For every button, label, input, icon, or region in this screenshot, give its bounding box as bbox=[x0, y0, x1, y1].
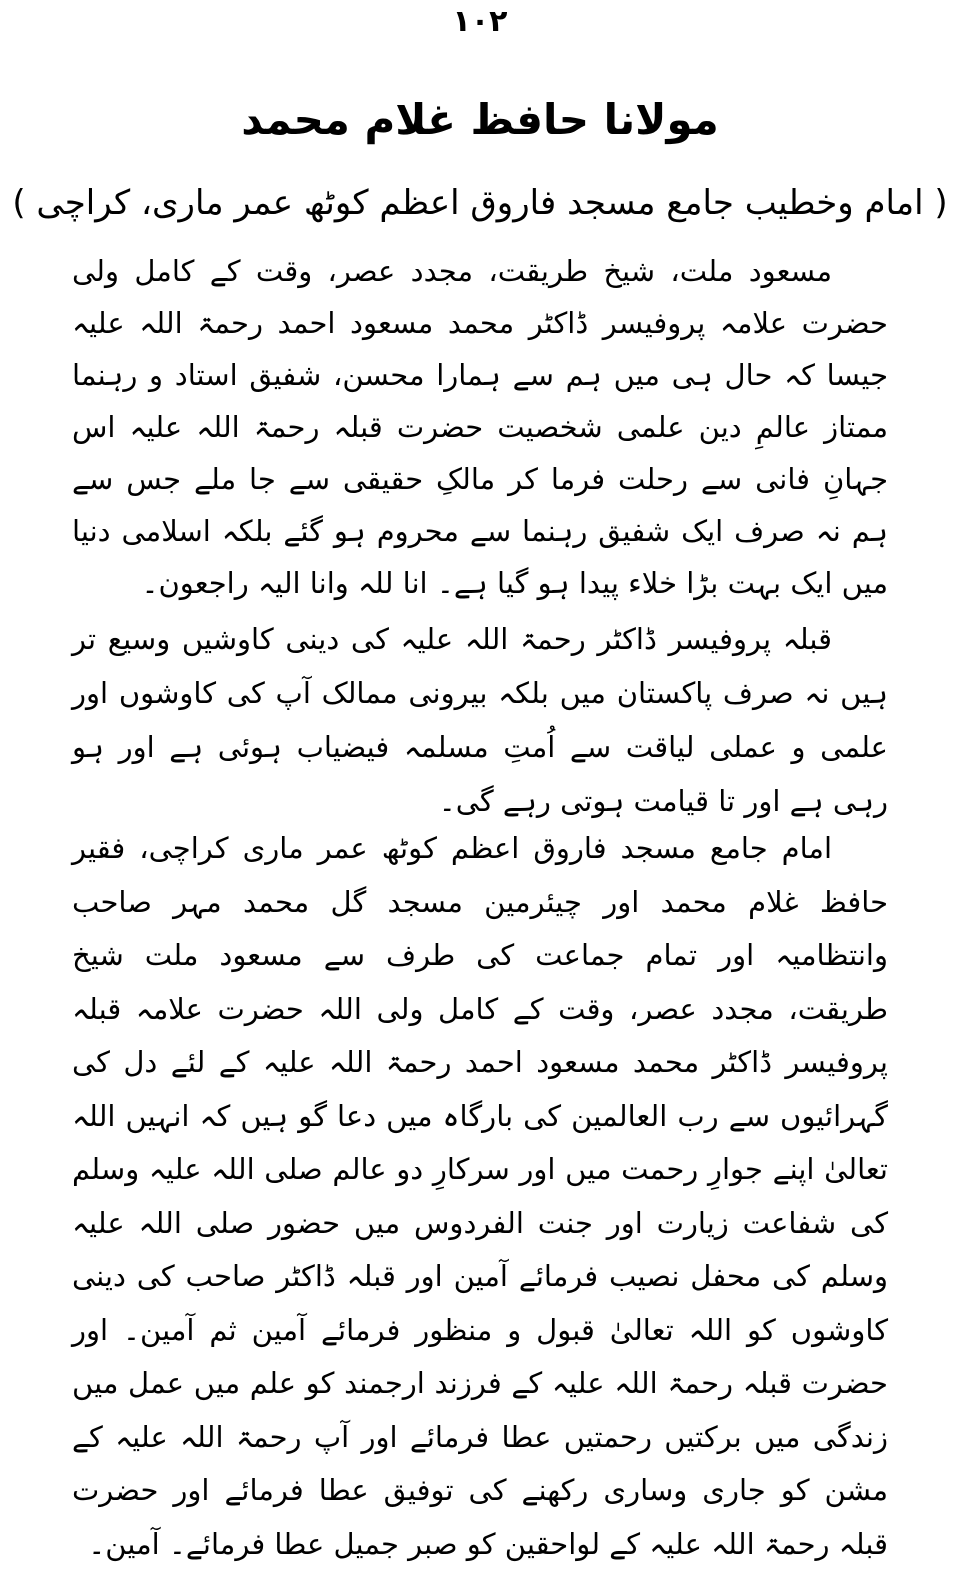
paragraph-3: امام جامع مسجد فاروق اعظم کوٹھ عمر ماری کراچی، فقیر حافظ غلام محمد اور چیئرمین مسجد گل محمد مہر صاحب وانتظامیہ اور تمام جماعت کی طرف سے مسعود ملت شیخ طریقت، مجدد عصر، وقت کے کامل ولی اللہ حضرت علامہ قبلہ پروفیسر ڈاکٹر محمد مسعود احمد رحمۃ اللہ علیہ کے لئے دل کی گہرائیوں سے رب العالمین کی بارگاہ میں دعا گو ہیں کہ انہیں اللہ تعالیٰ اپنے جوارِ رحمت میں اور سرکارِ دو عالم صلی اللہ علیہ وسلم کی شفاعت زیارت اور جنت الفردوس میں حضور صلی اللہ علیہ وسلم کی محفل نصیب فرمائے آمین اور قبلہ ڈاکٹر صاحب کی دینی کاوشوں کو اللہ تعالیٰ قبول و منظور فرمائے آمین ثم آمین۔ اور حضرت قبلہ رحمۃ اللہ علیہ کے فرزند ارجمند کو علم میں عمل میں زندگی میں برکتیں رحمتیں عطا فرمائے اور آپ رحمۃ اللہ علیہ کے مشن کو جاری وساری رکھنے کی توفیق عطا فرمائے اور حضرت قبلہ رحمۃ اللہ علیہ کے لواحقین کو صبر جمیل عطا فرمائے۔ آمین۔ bbox=[72, 831, 888, 1561]
article-subtitle: ( امام وخطیب جامع مسجد فاروق اعظم کوٹھ عمر ماری، کراچی ) bbox=[12, 183, 948, 223]
page-number: ۱۰۲ bbox=[452, 4, 508, 39]
article-title: مولانا حافظ غلام محمد bbox=[241, 95, 719, 144]
paragraph-1: مسعود ملت، شیخ طریقت، مجدد عصر، وقت کے کامل ولی حضرت علامہ پروفیسر ڈاکٹر محمد مسعود احمد رحمۃ اللہ علیہ جیسا کہ حال ہی میں ہم سے ہمارا محسن، شفیق استاد و رہنما ممتاز عالمِ دین علمی شخصیت حضرت قبلہ رحمۃ اللہ علیہ اس جہانِ فانی سے رحلت فرما کر مالکِ حقیقی سے جا ملے جس سے ہم نہ صرف ایک شفیق رہنما سے محروم ہو گئے بلکہ اسلامی دنیا میں ایک بہت بڑا خلاء پیدا ہو گیا ہے۔ انا للہ وانا الیہ راجعون۔ bbox=[72, 254, 888, 600]
paragraph-2: قبلہ پروفیسر ڈاکٹر رحمۃ اللہ علیہ کی دینی کاوشیں وسیع تر ہیں نہ صرف پاکستان میں بلکہ بیرونی ممالک آپ کی کاوشوں اور علمی و عملی لیاقت سے اُمتِ مسلمہ فیضیاب ہوئی ہے اور ہو رہی ہے اور تا قیامت ہوتی رہے گی۔ bbox=[72, 622, 888, 818]
